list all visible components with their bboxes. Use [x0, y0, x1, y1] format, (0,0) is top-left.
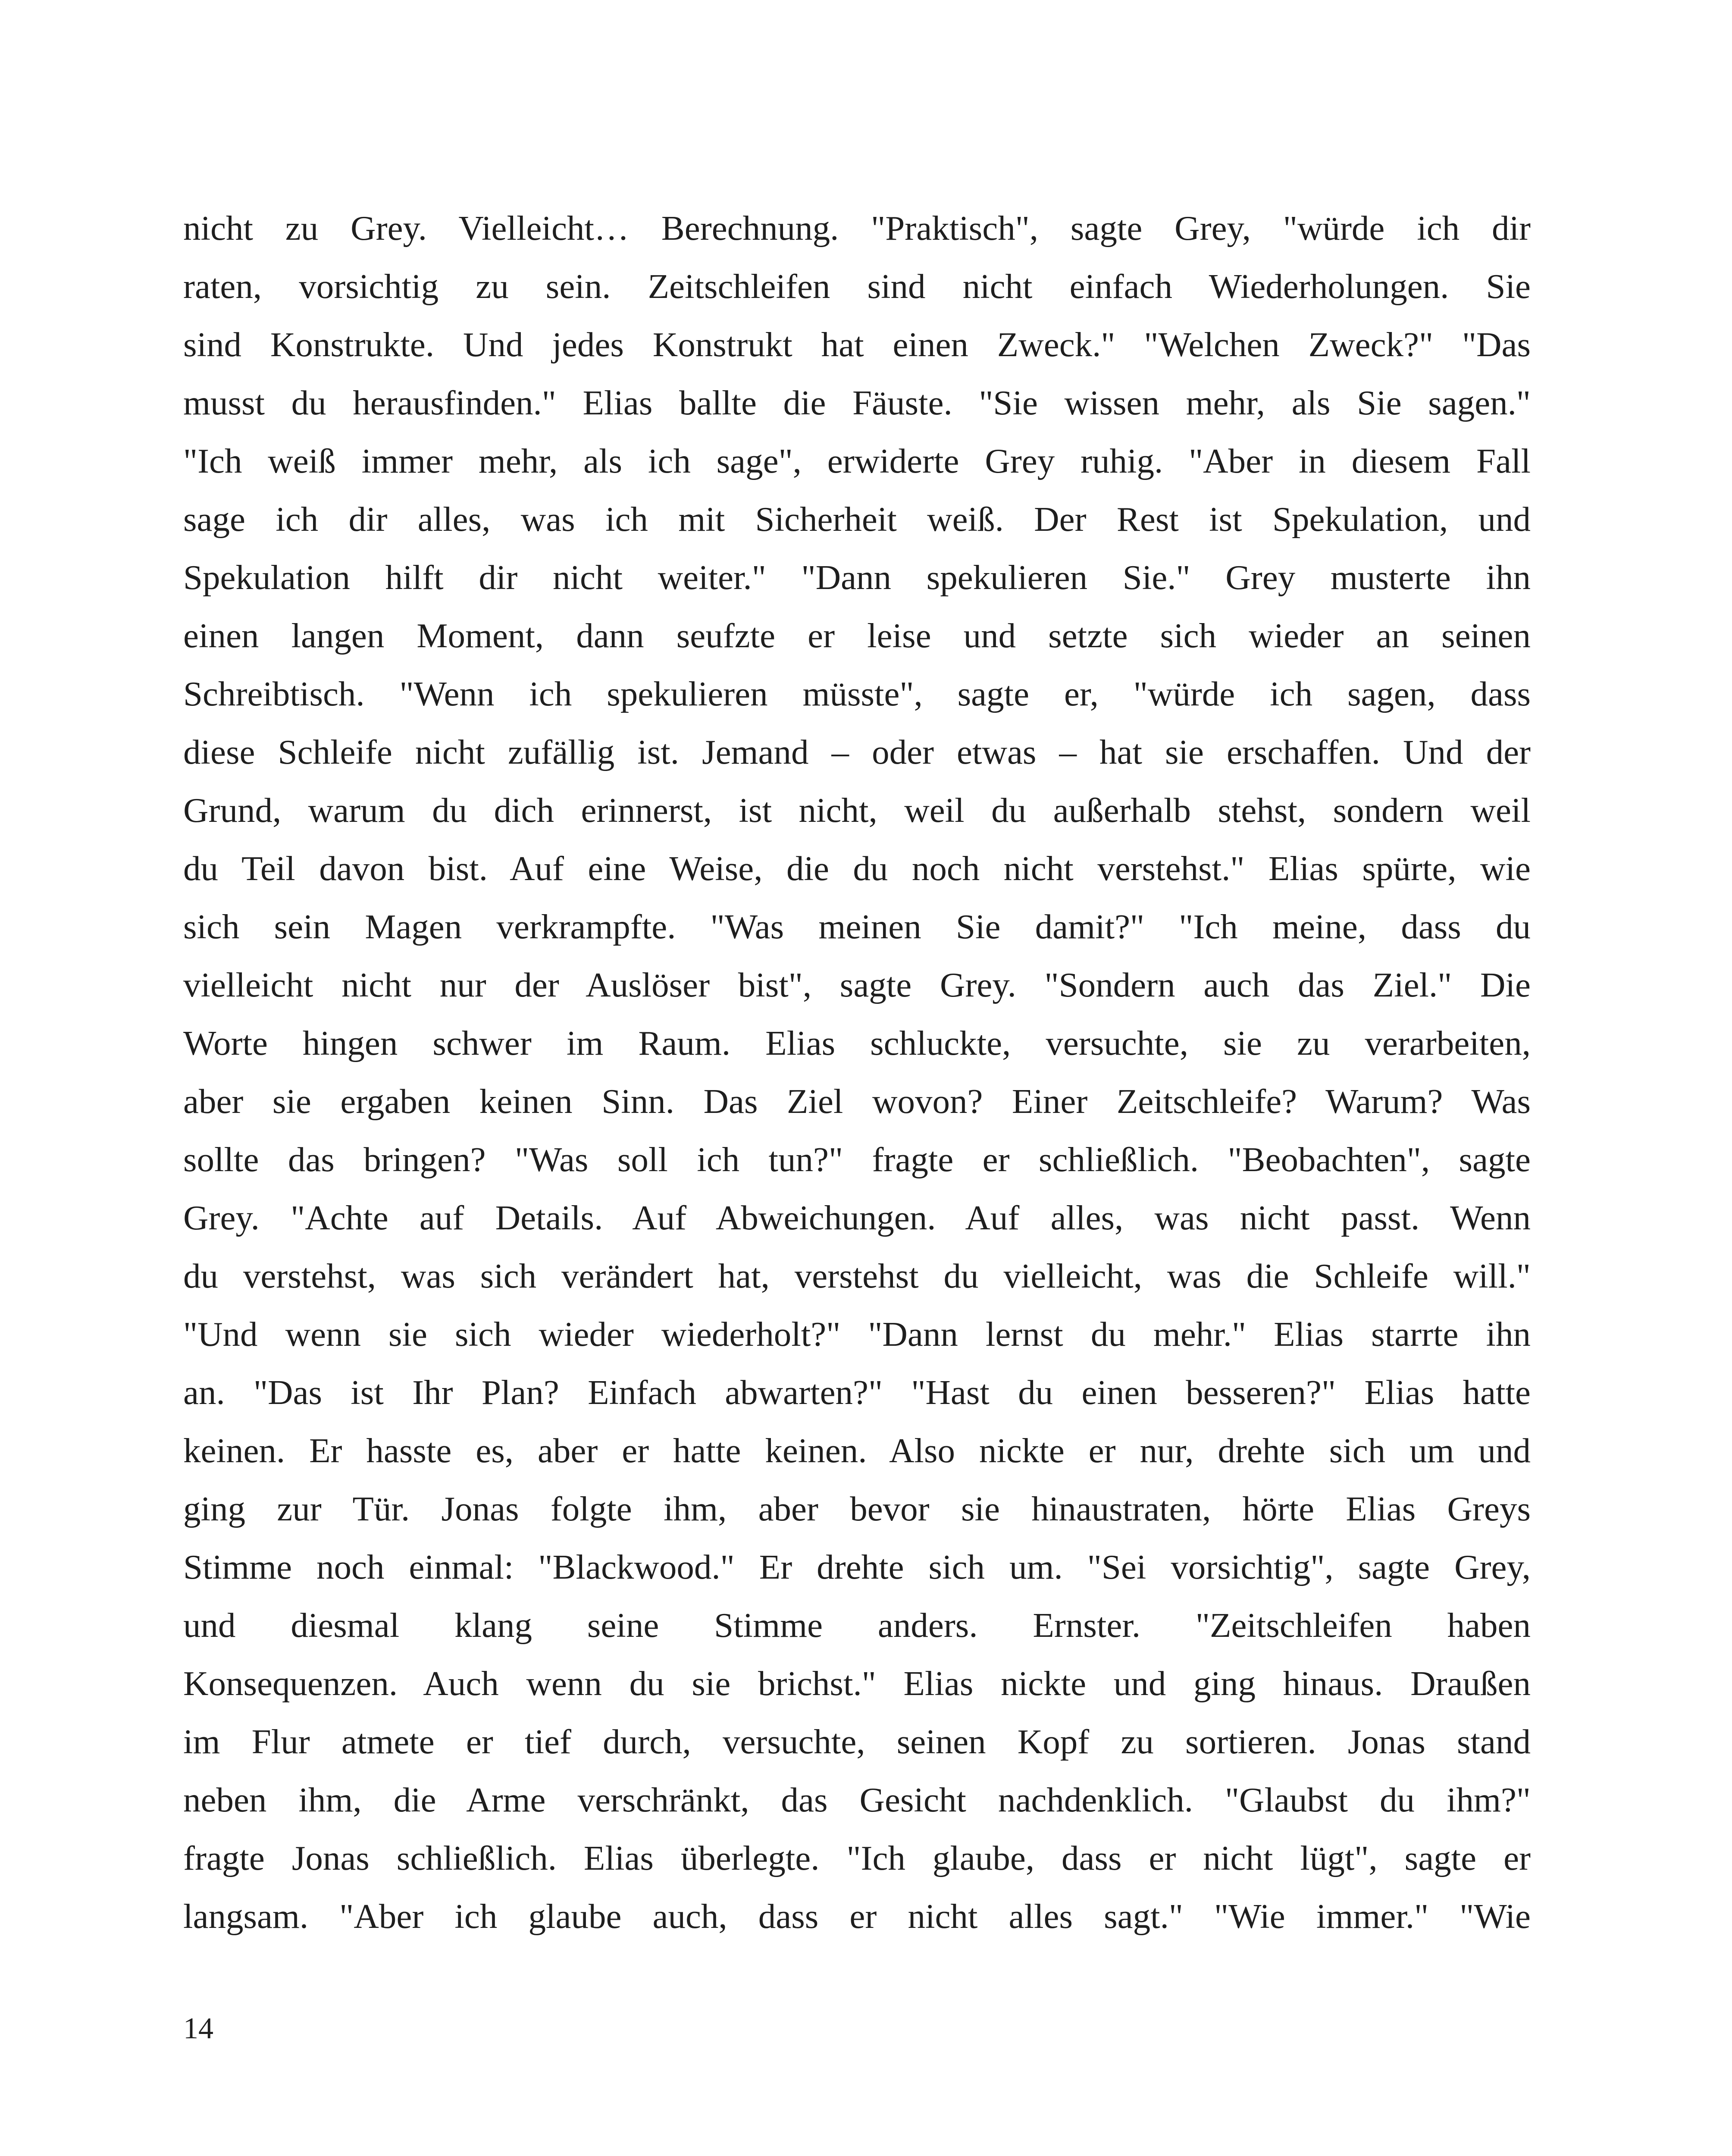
body-text [183, 199, 1531, 1946]
text-line: ging zur Tür. Jonas folgte ihm, aber bevor sie hinaustraten, hörte Elias Greys [183, 1489, 1531, 1528]
text-line: Grund, warum du dich erinnerst, ist nicht, weil du außerhalb stehst, sondern weil [183, 791, 1531, 830]
text-line: Spekulation hilft dir nicht weiter." "Dann spekulieren Sie." Grey musterte ihn [183, 558, 1531, 597]
text-line: neben ihm, die Arme verschränkt, das Gesicht nachdenklich. "Glaubst du ihm?" [183, 1780, 1531, 1819]
text-line: vielleicht nicht nur der Auslöser bist", sagte Grey. "Sondern auch das Ziel." Die [183, 965, 1531, 1004]
text-line: sage ich dir alles, was ich mit Sicherheit weiß. Der Rest ist Spekulation, und [183, 500, 1531, 539]
text-line: und diesmal klang seine Stimme anders. Ernster. "Zeitschleifen haben [183, 1606, 1531, 1645]
text-line: du verstehst, was sich verändert hat, verstehst du vielleicht, was die Schleife will." [183, 1257, 1531, 1295]
text-line: nicht zu Grey. Vielleicht… Berechnung. "Praktisch", sagte Grey, "würde ich dir [183, 209, 1531, 248]
text-line: einen langen Moment, dann seufzte er leise und setzte sich wieder an seinen [183, 616, 1531, 655]
text-line: Stimme noch einmal: "Blackwood." Er drehte sich um. "Sei vorsichtig", sagte Grey, [183, 1548, 1531, 1586]
text-line: sollte das bringen? "Was soll ich tun?" fragte er schließlich. "Beobachten", sagte [183, 1140, 1531, 1179]
text-line: fragte Jonas schließlich. Elias überlegte. "Ich glaube, dass er nicht lügt", sagte er [183, 1839, 1531, 1877]
text-line: Schreibtisch. "Wenn ich spekulieren müsste", sagte er, "würde ich sagen, dass [183, 674, 1531, 713]
text-line: an. "Das ist Ihr Plan? Einfach abwarten?" "Hast du einen besseren?" Elias hatte [183, 1373, 1531, 1412]
text-line: sind Konstrukte. Und jedes Konstrukt hat einen Zweck." "Welchen Zweck?" "Das [183, 325, 1531, 364]
text-line: Grey. "Achte auf Details. Auf Abweichungen. Auf alles, was nicht passt. Wenn [183, 1198, 1531, 1237]
text-line: du Teil davon bist. Auf eine Weise, die du noch nicht verstehst." Elias spürte, wie [183, 849, 1531, 888]
text-line: im Flur atmete er tief durch, versuchte, seinen Kopf zu sortieren. Jonas stand [183, 1722, 1531, 1761]
text-line: langsam. "Aber ich glaube auch, dass er nicht alles sagt." "Wie immer." "Wie [183, 1897, 1531, 1936]
text-line: diese Schleife nicht zufällig ist. Jemand – oder etwas – hat sie erschaffen. Und der [183, 733, 1531, 771]
text-line: "Ich weiß immer mehr, als ich sage", erwiderte Grey ruhig. "Aber in diesem Fall [183, 442, 1531, 480]
text-line: musst du herausfinden." Elias ballte die Fäuste. "Sie wissen mehr, als Sie sagen." [183, 383, 1531, 422]
text-line: "Und wenn sie sich wieder wiederholt?" "Dann lernst du mehr." Elias starrte ihn [183, 1315, 1531, 1354]
text-line: aber sie ergaben keinen Sinn. Das Ziel wovon? Einer Zeitschleife? Warum? Was [183, 1082, 1531, 1121]
text-line: Worte hingen schwer im Raum. Elias schluckte, versuchte, sie zu verarbeiten, [183, 1024, 1531, 1062]
page-number: 14 [183, 2012, 213, 2045]
text-line: raten, vorsichtig zu sein. Zeitschleifen sind nicht einfach Wiederholungen. Sie [183, 267, 1531, 306]
text-line: sich sein Magen verkrampfte. "Was meinen Sie damit?" "Ich meine, dass du [183, 907, 1531, 946]
text-line: Konsequenzen. Auch wenn du sie brichst." Elias nickte und ging hinaus. Draußen [183, 1664, 1531, 1703]
text-line: keinen. Er hasste es, aber er hatte keinen. Also nickte er nur, drehte sich um und [183, 1431, 1531, 1470]
